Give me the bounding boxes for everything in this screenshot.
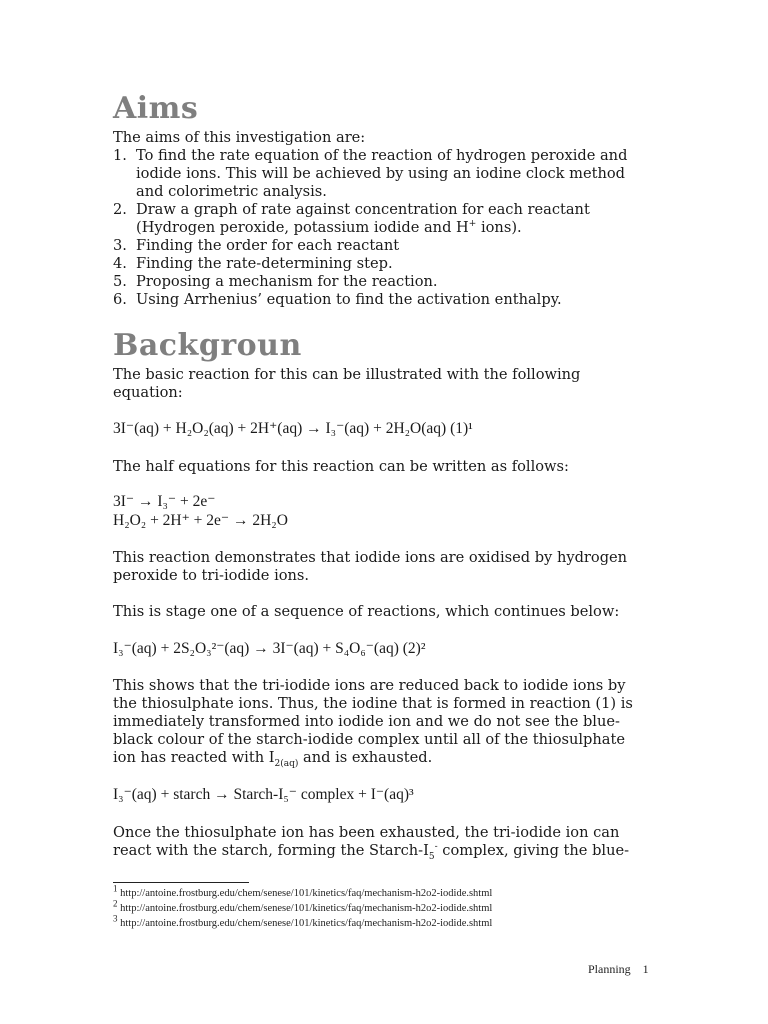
background-p1 (113, 366, 653, 402)
footnotes (113, 883, 673, 931)
equation-1: 3I⁻(aq) + H₂O₂(aq) + 2H⁺(aq) → I₃⁻(aq) + 2H₂O(aq) (1)¹ (113, 420, 473, 437)
background-p5 (113, 677, 653, 767)
aims-list-item (113, 201, 653, 237)
background-p3 (113, 549, 653, 585)
footnote-mark: 1 (113, 883, 118, 894)
paragraph-line: immediately transformed into iodide ion and we do not see the blue- (113, 713, 620, 730)
list-number: 1. (113, 147, 127, 164)
list-item-text: Using Arrhenius’ equation to find the activation enthalpy. (136, 291, 562, 308)
aims-list-item (113, 237, 653, 255)
aims-list-item (113, 255, 653, 273)
background-p4: This is stage one of a sequence of reactions, which continues below: (113, 603, 620, 620)
page-footer (588, 962, 649, 977)
list-item-text: Proposing a mechanism for the reaction. (136, 273, 438, 290)
list-item-text: iodide ions. This will be achieved by using an iodine clock method (136, 165, 626, 182)
list-number: 4. (113, 255, 127, 272)
aims-list-item (113, 273, 653, 291)
footnote-separator (113, 882, 249, 883)
subscript: 2(aq) (274, 758, 299, 769)
paragraph-line: black colour of the starch-iodide complex until all of the thiosulphate (113, 731, 625, 748)
footnote (113, 898, 673, 916)
aims-heading: Aims (113, 91, 199, 126)
paragraph-line: The basic reaction for this can be illustrated with the following (113, 366, 581, 383)
aims-list (113, 147, 653, 309)
list-item-text: To find the rate equation of the reaction of hydrogen peroxide and (136, 147, 628, 164)
equation-2: I₃⁻(aq) + 2S₂O₃²⁻(aq) → 3I⁻(aq) + S₄O₆⁻(aq) (2)² (113, 640, 426, 657)
list-item-text: and colorimetric analysis. (136, 183, 327, 200)
list-item-text: Finding the rate-determining step. (136, 255, 393, 272)
footnote (113, 883, 673, 901)
footnote-link[interactable]: http://antoine.frostburg.edu/chem/senese/101/kinetics/faq/mechanism-h2o2-iodide.shtml (120, 903, 493, 914)
footnote-link[interactable]: http://antoine.frostburg.edu/chem/senese/101/kinetics/faq/mechanism-h2o2-iodide.shtml (120, 888, 493, 899)
list-item-text: (Hydrogen peroxide, potassium iodide and H (136, 219, 469, 236)
background-p2: The half equations for this reaction can be written as follows: (113, 458, 569, 475)
aims-intro: The aims of this investigation are: (113, 129, 366, 146)
superscript: + (468, 219, 477, 230)
paragraph-line: Once the thiosulphate ion has been exhausted, the tri-iodide ion can (113, 824, 620, 841)
half-equation-1: 3I⁻ → I₃⁻ + 2e⁻ (113, 493, 216, 510)
background-heading: Backgroun (113, 328, 302, 363)
list-item-text: Finding the order for each reactant (136, 237, 400, 254)
footnote-mark: 2 (113, 898, 118, 909)
list-number: 3. (113, 237, 127, 254)
subscript: 5 (428, 851, 435, 862)
superscript: - (434, 842, 438, 853)
paragraph-line: and is exhausted. (298, 749, 433, 766)
paragraph-line: peroxide to tri-iodide ions. (113, 567, 310, 584)
paragraph-line: ion has reacted with I (113, 749, 275, 766)
paragraph-line: complex, giving the blue- (437, 842, 630, 859)
footnote (113, 913, 673, 931)
aims-section (113, 129, 653, 309)
paragraph-line: This shows that the tri-iodide ions are reduced back to iodide ions by (113, 677, 626, 694)
paragraph-line: react with the starch, forming the Starch-I (113, 842, 429, 859)
equation-3: I₃⁻(aq) + starch → Starch-I₅⁻ complex + I⁻(aq)³ (113, 786, 414, 803)
list-number: 5. (113, 273, 127, 290)
aims-list-item (113, 291, 653, 309)
footnote-link[interactable]: http://antoine.frostburg.edu/chem/senese/101/kinetics/faq/mechanism-h2o2-iodide.shtml (120, 918, 493, 929)
aims-list-item (113, 147, 653, 201)
half-equation-2: H₂O₂ + 2H⁺ + 2e⁻ → 2H₂O (113, 512, 288, 529)
footer-label: Planning (588, 962, 631, 976)
paragraph-line: equation: (113, 384, 183, 401)
list-item-text: Draw a graph of rate against concentration for each reactant (136, 201, 590, 218)
list-number: 2. (113, 201, 127, 218)
list-item-text: ions). (476, 219, 522, 236)
background-p6 (113, 824, 653, 860)
page-number: 1 (642, 962, 649, 976)
list-number: 6. (113, 291, 127, 308)
paragraph-line: This reaction demonstrates that iodide ions are oxidised by hydrogen (113, 549, 628, 566)
paragraph-line: the thiosulphate ions. Thus, the iodine that is formed in reaction (1) is (113, 695, 633, 712)
footnote-mark: 3 (113, 913, 118, 924)
